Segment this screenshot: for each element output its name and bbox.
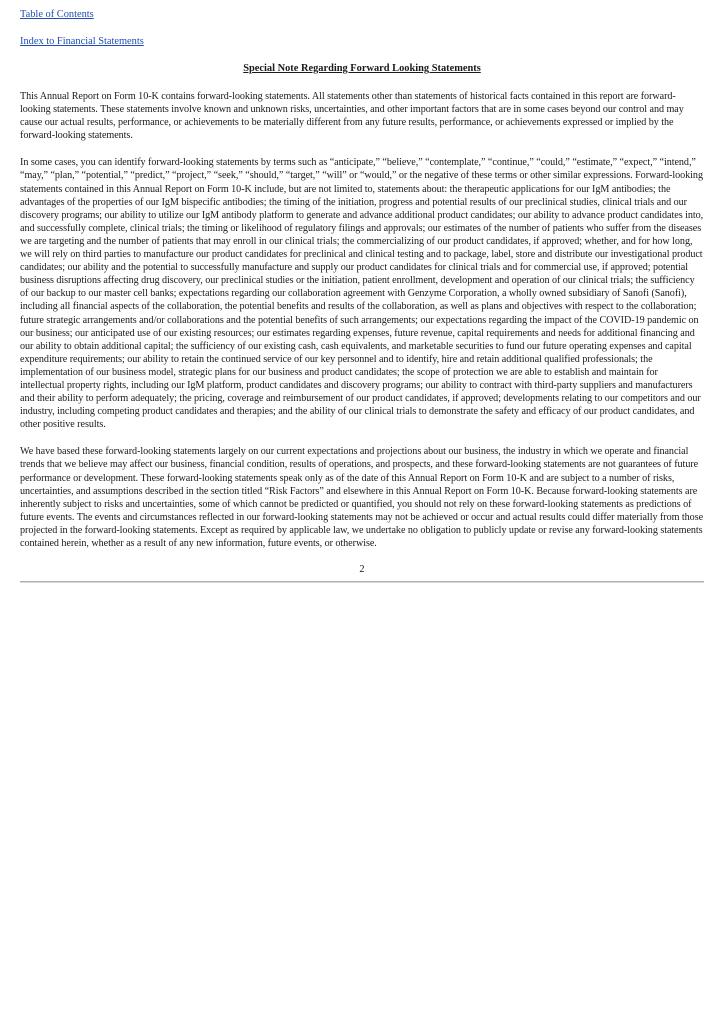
paragraph-identifying-terms: In some cases, you can identify forward-looking statements by terms such as “anticipate,” “believe,” “contemplate,” “continue,” “could,” “estimate,” “expect,” “intend,” “may,” “plan,” “potential,” “predict,” “project,” “seek,” “should,” “target,” “will” or “would,” or the negative of these terms or other similar expressions. Forward-looking statements contained in this Annual Report on Form 10-K include, but are not limited to, statements about: the therapeutic applications for our IgM antibodies; the advantages of the properties of our IgM bispecific antibodies; the timing of the initiation, progress and potential results of our preclinical studies, clinical trials and our discovery programs; our ability to utilize our IgM antibody platform to generate and advance additional product candidates; our ability to advance product candidates into, and successfully complete, clinical trials; the timing or likelihood of regulatory filings and approvals; our estimates of the number of patients who suffer from the diseases we are targeting and the number of patients that may enroll in our clinical trials; the commercializing of our product candidates, if approved; whether, and for how long, we will rely on third parties to manufacture our product candidates for preclinical and clinical testing and to package, label, store and distribute our investigational product candidates; our ability and the potential to successfully manufacture and supply our product candidates for clinical trials and for commercial use, if approved; potential business disruptions affecting drug discovery, our preclinical studies or the initiation, patient enrollment, development and operation of our clinical trials; the sufficiency of our backup to our master cell banks; expectations regarding our collaboration agreement with Genzyme Corporation, a wholly owned subsidiary of Sanofi (Sanofi), including all financial aspects of the collaboration, the potential benefits and results of the collaboration, as well as plans and objectives with respect to the collaboration; future strategic arrangements and/or collaborations and the potential benefits of such arrangements; our expectations regarding the impact of the COVID-19 pandemic on our business; our anticipated use of our existing resources; our estimates regarding expenses, future revenue, capital requirements and needs for additional financing and our ability to obtain additional capital; the sufficiency of our existing cash, cash equivalents, and marketable securities to fund our future operating expenses and capital expenditure requirements; our ability to retain the continued service of our key personnel and to identify, hire and retain additional qualified professionals; the implementation of our business model, strategic plans for our business and product candidates; the scope of protection we are able to establish and maintain for intellectual property rights, including our IgM platform, product candidates and discovery programs; our ability to contract with third-party suppliers and manufacturers and their ability to perform adequately; the pricing, coverage and reimbursement of our product candidates, if approved; developments relating to our competitors and our industry, including competing product candidates and therapies; and the ability of our clinical trials to demonstrate the safety and efficacy of our product candidates, and other positive results. — [20, 157, 704, 431]
footer-divider — [20, 581, 704, 583]
section-heading: Special Note Regarding Forward Looking Statements — [243, 63, 481, 74]
index-to-financial-statements-link[interactable]: Index to Financial Statements — [20, 36, 144, 47]
page-number: 2 — [359, 564, 365, 576]
paragraph-basis-of-statements: We have based these forward-looking statements largely on our current expectations and projections about our business, the industry in which we operate and financial trends that we believe may affect our business, financial condition, results of operations, and prospects, and these forward-looking statements are not guarantees of future performance or development. These forward-looking statements speak only as of the date of this Annual Report on Form 10-K and are subject to a number of risks, uncertainties, and assumptions described in the section titled “Risk Factors” and elsewhere in this Annual Report on Form 10-K. Because forward-looking statements are inherently subject to risks and uncertainties, some of which cannot be predicted or quantified, you should not rely on these forward-looking statements as predictions of future events. The events and circumstances reflected in our forward-looking statements may not be achieved or occur and actual results could differ materially from those projected in the forward-looking statements. Except as required by applicable law, we undertake no obligation to publicly update or revise any forward-looking statements contained herein, whether as a result of any new information, future events, or otherwise. — [20, 446, 704, 549]
document-page — [20, 8, 704, 591]
table-of-contents-link[interactable]: Table of Contents — [20, 9, 94, 20]
paragraph-intro: This Annual Report on Form 10-K contains forward-looking statements. All statements other than statements of historical facts contained in this report are forward-looking statements. These statements involve known and unknown risks, uncertainties, and other important factors that are in some cases beyond our control and may cause our actual results, performance, or achievements to be materially different from any future results, performance, or achievements expressed or implied by the forward-looking statements. — [20, 91, 684, 142]
